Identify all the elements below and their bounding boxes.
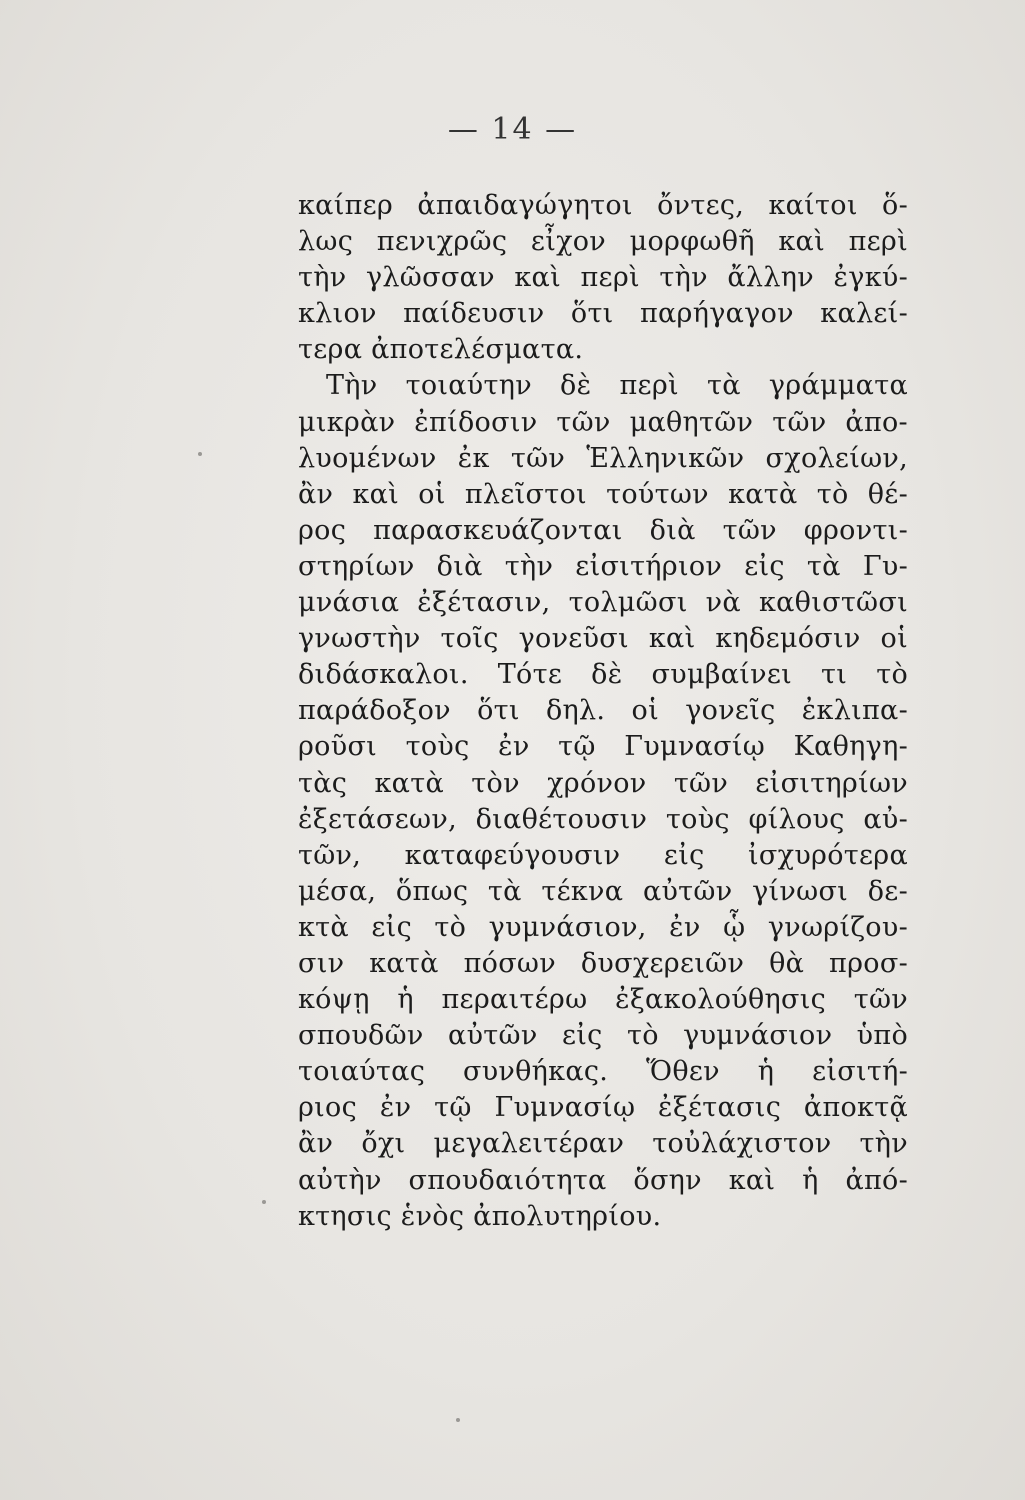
text-line: σιν κατὰ πόσων δυσχερειῶν θὰ προσ- [298,947,908,979]
text-line: ριος ἐν τῷ Γυμνασίῳ ἐξέτασις ἀποκτᾷ [298,1092,908,1124]
text-line: κόψῃ ἡ περαιτέρω ἐξακολούθησις τῶν [298,984,908,1016]
page-number: — 14 — [447,112,578,147]
text-line: ἂν καὶ οἱ πλεῖστοι τούτων κατὰ τὸ θέ- [298,478,908,510]
text-line: λως πενιχρῶς εἶχον μορφωθῆ καὶ περὶ [298,226,908,258]
text-line: στηρίων διὰ τὴν εἰσιτήριον εἰς τὰ Γυ- [298,550,908,582]
text-line: τὴν γλῶσσαν καὶ περὶ τὴν ἄλλην ἐγκύ- [298,262,908,294]
text-line: κλιον παίδευσιν ὅτι παρήγαγον καλεί- [298,298,908,330]
text-line: τὰς κατὰ τὸν χρόνον τῶν εἰσιτηρίων [298,767,908,799]
text-line: τοιαύτας συνθήκας. Ὅθεν ἡ εἰσιτή- [298,1056,908,1088]
text-line: Τὴν τοιαύτην δὲ περὶ τὰ γράμματα [326,370,908,402]
text-line: καίπερ ἀπαιδαγώγητοι ὄντες, καίτοι ὅ- [298,190,908,221]
paper-speck [198,452,202,456]
text-line: μικρὰν ἐπίδοσιν τῶν μαθητῶν τῶν ἀπο- [298,406,908,438]
text-line: κτησις ἑνὸς ἀπολυτηρίου. [298,1200,662,1232]
paper-speck [456,1418,460,1422]
text-line: αὐτὴν σπουδαιότητα ὅσην καὶ ἡ ἀπό- [298,1164,908,1196]
body-text [298,188,908,1235]
text-line: γνωστὴν τοῖς γονεῦσι καὶ κηδεμόσιν οἱ [298,623,908,655]
paper-speck [262,1200,266,1204]
text-line: παράδοξον ὅτι δηλ. οἱ γονεῖς ἐκλιπα- [298,695,908,727]
text-line: κτὰ εἰς τὸ γυμνάσιον, ἐν ᾧ γνωρίζου- [298,911,908,943]
text-line: λυομένων ἐκ τῶν Ἑλληνικῶν σχολείων, [298,442,908,474]
text-line: ρος παρασκευάζονται διὰ τῶν φροντι- [298,514,908,546]
text-line: ἂν ὄχι μεγαλειτέραν τοὐλάχιστον τὴν [298,1128,908,1160]
text-line: τερα ἀποτελέσματα. [298,334,584,366]
text-line: μνάσια ἐξέτασιν, τολμῶσι νὰ καθιστῶσι [298,587,908,619]
text-line: διδάσκαλοι. Τότε δὲ συμβαίνει τι τὸ [298,659,908,691]
text-line: ροῦσι τοὺς ἐν τῷ Γυμνασίῳ Καθηγη- [298,731,908,763]
text-line: τῶν, καταφεύγουσιν εἰς ἰσχυρότερα [298,839,908,871]
text-line: μέσα, ὅπως τὰ τέκνα αὐτῶν γίνωσι δε- [298,875,908,907]
text-line: ἐξετάσεων, διαθέτουσιν τοὺς φίλους αὐ- [298,803,908,835]
text-line: σπουδῶν αὐτῶν εἰς τὸ γυμνάσιον ὑπὸ [298,1020,908,1052]
